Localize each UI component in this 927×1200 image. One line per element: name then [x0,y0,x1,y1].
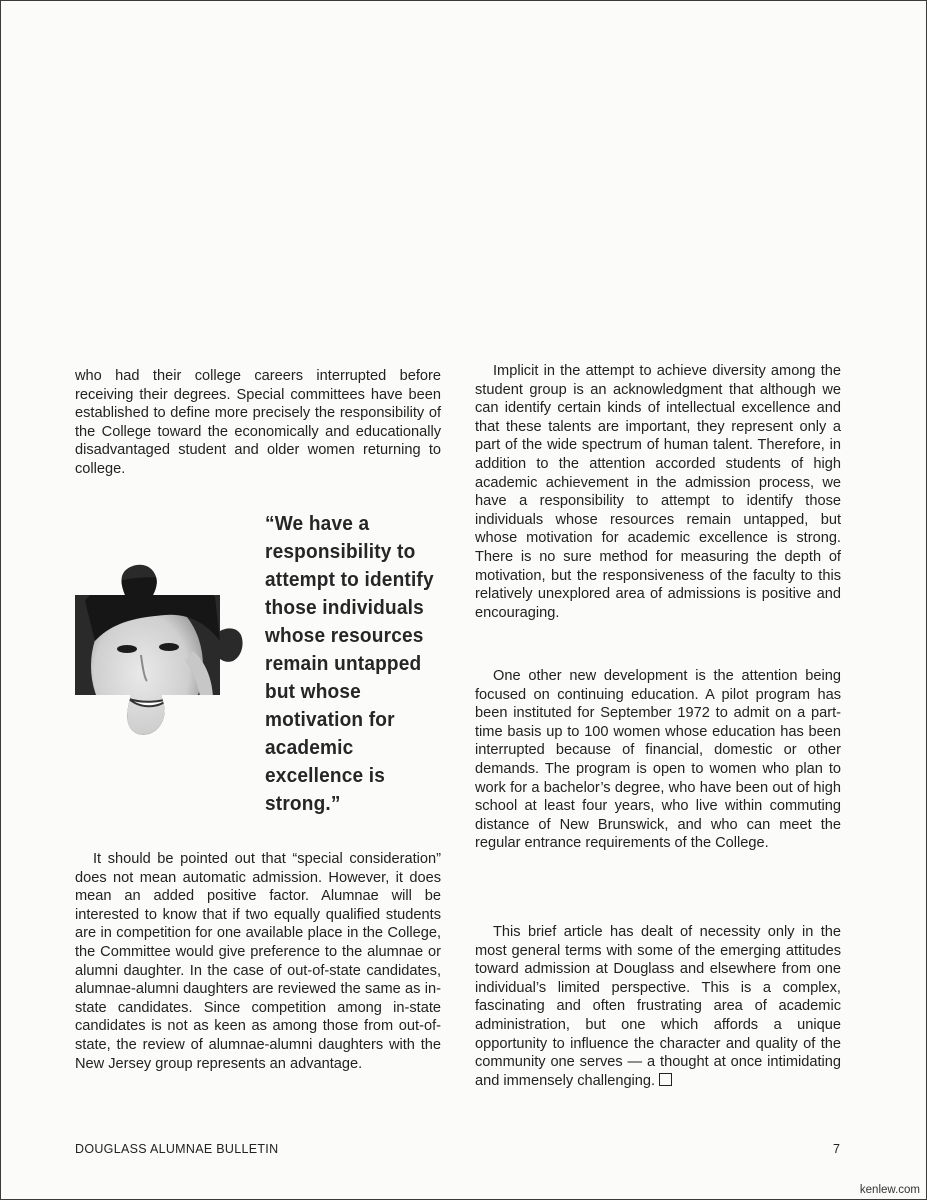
watermark: kenlew.com [859,1184,920,1196]
portrait-photo [75,561,243,739]
footer-publication: DOUGLASS ALUMNAE BULLETIN [75,1142,279,1156]
pull-quote: “We have a responsibility to attempt to identify those individuals whose resources remain untapped but whose motivation for academic excellence is strong.” [265,512,434,815]
left-paragraph-2: It should be pointed out that “special consideration” does not mean automatic admission. However, it does mean an added positive factor. Alumnae will be interested to know that if two equally qualified students are in competition for one available place in the College, the Committee would give preference to the alumnae or alumni daughter. In the case of out-of-state candidates, alumnae-alumni daughters are reviewed the same as in-state candidates. Since competition among in-state candidates is not as keen as among those from out-of-state, the review of alumnae-alumni daughters with the New Jersey group represents an advantage. [75,851,441,1072]
right-paragraph-3 [475,923,841,1090]
left-paragraph-1: who had their college careers interrupted before receiving their degrees. Special committees have been established to define more precisely the responsibility of the College toward the economically and educationally disadvantaged student and older women returning to college. [75,368,441,477]
page-number: 7 [833,1142,841,1156]
right-paragraph-1: Implicit in the attempt to achieve diversity among the student group is an acknowledgment that although we can identify certain kinds of intellectual excellence and that these talents are important, they represent only a part of the wide spectrum of human talent. Therefore, in addition to the attention accorded students of high academic achievement in the admission process, we have a responsibility to attempt to identify those individuals whose resources remain untapped, but whose motivation for academic excellence is strong. There is no sure method for measuring the depth of motivation, but the responsiveness of the faculty to this relatively unexplored area of admissions is positive and encouraging. [475,363,841,621]
end-mark-box-icon [659,1073,672,1086]
right-paragraph-3-text: This brief article has dealt of necessity only in the most general terms with some of the emerging attitudes toward admission at Douglass and elsewhere from one individual’s limited perspective. This is a complex, fascinating and often frustrating area of academic administration, but one which affords a unique opportunity to influence the character and quality of the community one serves — a thought at once intimidating and immensely challenging. [475,924,841,1089]
right-paragraph-2: One other new development is the attention being focused on continuing education. A pilot program has been instituted for September 1972 to admit on a part-time basis up to 100 women whose education has been interrupted because of financial, domestic or other demands. The program is open to women who plan to work for a bachelor’s degree, who have been out of high school at least four years, who live within commuting distance of New Brunswick, and who can meet the regular entrance requirements of the College. [475,668,841,852]
puzzle-portrait-photo-icon [75,561,243,739]
